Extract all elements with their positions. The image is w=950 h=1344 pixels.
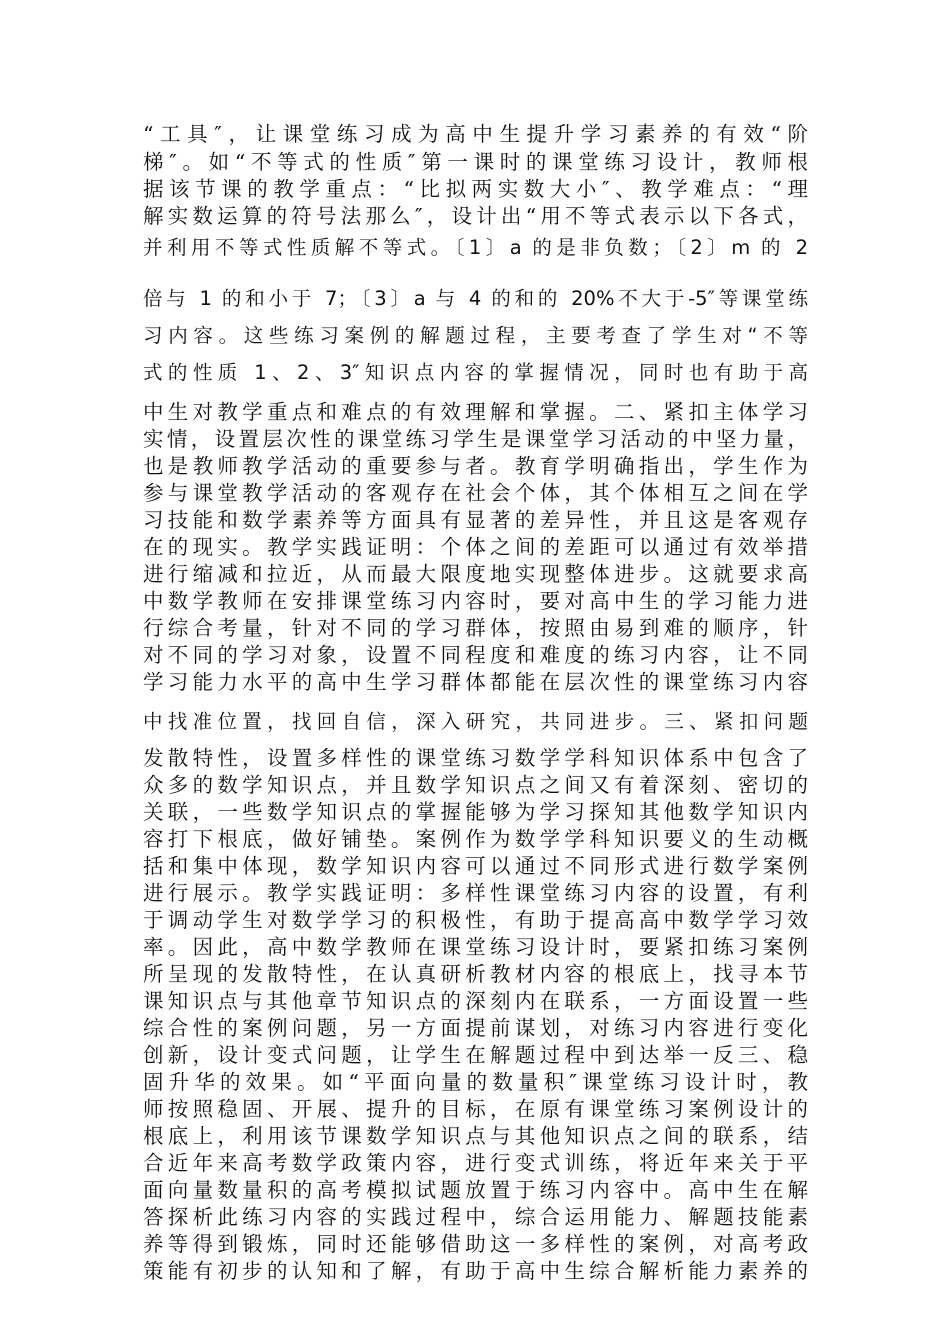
- text-line: 中生对教学重点和难点的有效理解和掌握。二、紧扣主体学习: [143, 400, 808, 424]
- text-line: 发散特性，设置多样性的课堂练习数学学科知识体系中包含了: [143, 746, 808, 770]
- text-line: 师按照稳固、开展、提升的目标，在原有课堂练习案例设计的: [143, 1097, 808, 1121]
- text-line: 率。因此，高中数学教师在课堂练习设计时，要紧扣练习案例: [143, 935, 808, 959]
- text-line: 养等得到锻炼，同时还能够借助这一多样性的案例，对高考政: [143, 1232, 808, 1256]
- text-line: 根底上，利用该节课数学知识点与其他知识点之间的联系，结: [143, 1124, 808, 1148]
- text-line: 中找准位置，找回自信，深入研究，共同进步。三、紧扣问题: [143, 710, 808, 733]
- text-line: 合近年来高考数学政策内容，进行变式训练，将近年来关于平: [143, 1151, 808, 1175]
- text-line: 对不同的学习对象，设置不同程度和难度的练习内容，让不同: [143, 643, 808, 667]
- text-line: 习内容。这些练习案例的解题过程，主要考查了学生对“不等: [143, 324, 808, 347]
- text-line: 式的性质 1、2、3″知识点内容的掌握情况，同时也有助于高: [143, 361, 808, 384]
- text-line: 实情，设置层次性的课堂练习学生是课堂学习活动的中坚力量，: [143, 427, 808, 451]
- text-line: 答探析此练习内容的实践过程中，综合运用能力、解题技能素: [143, 1205, 808, 1229]
- text-line: “工具″，让课堂练习成为高中生提升学习素养的有效“阶: [143, 122, 808, 146]
- text-line: 综合性的案例问题，另一方面提前谋划，对练习内容进行变化: [143, 1016, 808, 1040]
- text-line: 习技能和数学素养等方面具有显著的差异性，并且这是客观存: [143, 508, 808, 532]
- text-line: 也是教师教学活动的重要参与者。教育学明确指出，学生作为: [143, 454, 808, 478]
- text-line: 中数学教师在安排课堂练习内容时，要对高中生的学习能力进: [143, 589, 808, 613]
- text-line: 关联，一些数学知识点的掌握能够为学习探知其他数学知识内: [143, 800, 808, 824]
- text-line: 所呈现的发散特性，在认真研析教材内容的根底上，找寻本节: [143, 962, 808, 986]
- text-line: 据该节课的教学重点：“比拟两实数大小″、教学难点：“理: [143, 177, 808, 201]
- text-line: 解实数运算的符号法那么″，设计出“用不等式表示以下各式，: [143, 204, 808, 228]
- text-line: 于调动学生对数学学习的积极性，有助于提高高中数学学习效: [143, 908, 808, 932]
- text-line: 众多的数学知识点，并且数学知识点之间又有着深刻、密切的: [143, 773, 808, 797]
- text-line: 容打下根底，做好铺垫。案例作为数学学科知识要义的生动概: [143, 827, 808, 851]
- text-line: 括和集中体现，数学知识内容可以通过不同形式进行数学案例: [143, 854, 808, 878]
- text-line: 面向量数量积的高考模拟试题放置于练习内容中。高中生在解: [143, 1178, 808, 1202]
- text-line: 梯″。如“不等式的性质″第一课时的课堂练习设计，教师根: [143, 150, 808, 174]
- text-line: 倍与 1 的和小于 7；〔3〕a 与 4 的和的 20%不大于-5″等课堂练: [143, 287, 808, 310]
- text-line: 课知识点与其他章节知识点的深刻内在联系，一方面设置一些: [143, 989, 808, 1013]
- text-line: 在的现实。教学实践证明：个体之间的差距可以通过有效举措: [143, 535, 808, 559]
- text-line: 进行缩减和拉近，从而最大限度地实现整体进步。这就要求高: [143, 562, 808, 586]
- text-line: 行综合考量，针对不同的学习群体，按照由易到难的顺序，针: [143, 616, 808, 640]
- text-line: 进行展示。教学实践证明：多样性课堂练习内容的设置，有利: [143, 881, 808, 905]
- text-line: 固升华的效果。如“平面向量的数量积″课堂练习设计时，教: [143, 1070, 808, 1094]
- text-line: 策能有初步的认知和了解，有助于高中生综合解析能力素养的: [143, 1259, 808, 1283]
- text-line: 创新，设计变式问题，让学生在解题过程中到达举一反三、稳: [143, 1043, 808, 1067]
- text-line: 参与课堂教学活动的客观存在社会个体，其个体相互之间在学: [143, 481, 808, 505]
- text-line: 学习能力水平的高中生学习群体都能在层次性的课堂练习内容: [143, 670, 808, 694]
- text-line: 并利用不等式性质解不等式。〔1〕a 的是非负数；〔2〕m 的 2: [143, 236, 808, 259]
